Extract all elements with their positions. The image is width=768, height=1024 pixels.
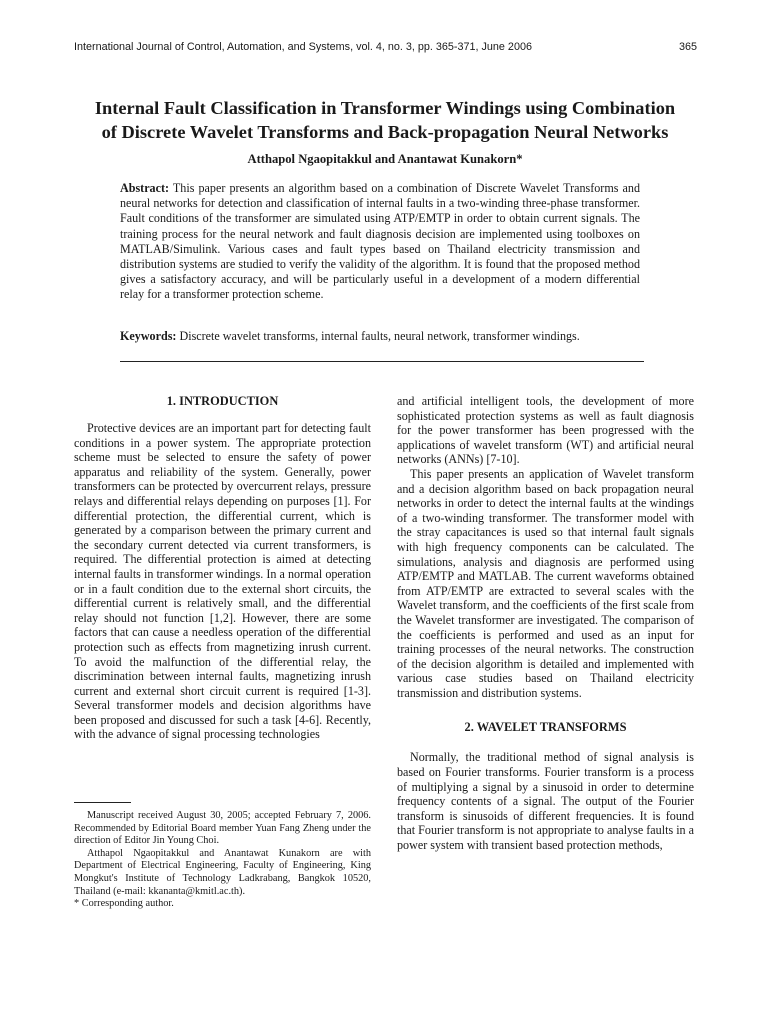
- intro-paragraph-1: Protective devices are an important part for detecting fault conditions in a power system. The appropriate protection scheme must be selected to ensure the safety of power apparatus and reliability of the system. Generally, power transformers can be protected by overcurrent relays, pressure relays and differential relays depending on purposes [1]. For differential protection, the differential current, which is generated by a comparison between the primary current and the secondary current detected via current transformers, is required. The differential protection is aimed at detecting internal faults in transformer windings. In a normal operation or in a fault condition due to the external short circuits, the differential current is relatively small, and the differential relay should not function [1,2]. However, there are some factors that can cause a needless operation of the differential protection such as effects from magnetizing inrush current. To avoid the malfunction of the differential relay, the discrimination between internal faults, magnetizing inrush current and external short circuit current is required [1-3]. Several transformer models and decision algorithms have been proposed and discussed for such a task [4-6]. Recently, with the advance of signal processing technologies: [74, 421, 371, 742]
- keywords: [120, 329, 660, 344]
- abstract: [120, 181, 640, 303]
- keywords-label: Keywords:: [120, 329, 177, 343]
- journal-citation: International Journal of Control, Automation, and Systems, vol. 4, no. 3, pp. 365-371, June 2006: [74, 41, 532, 53]
- page-number: 365: [678, 41, 697, 53]
- footnotes: [74, 810, 371, 911]
- left-column: [74, 394, 371, 742]
- section-heading-wavelet-transforms: 2. WAVELET TRANSFORMS: [464, 720, 627, 735]
- footnote-affiliation: Atthapol Ngaopitakkul and Anantawat Kunakorn are with Department of Electrical Engineering, Faculty of Engineering, King Mongkut's Institute of Technology Ladkrabang, Bangkok 10520, Thailand (e-mail: kkananta@kmitl.ac.th).: [74, 847, 371, 897]
- keywords-text: Discrete wavelet transforms, internal faults, neural network, transformer windings.: [179, 329, 580, 343]
- author-list: Atthapol Ngaopitakkul and Anantawat Kunakorn*: [247, 152, 523, 166]
- wavelet-paragraph-1: Normally, the traditional method of signal analysis is based on Fourier transforms. Fourier transform is a process of multiplying a signal by a sinusoid in order to determine frequency contents of a signal. The output of the Fourier transform is sinusoids of different frequencies. It is found that Fourier transform is not appropriate to analyse faults in a power system with transient based protection methods,: [397, 750, 694, 853]
- footnote-divider: [74, 802, 131, 803]
- footnote-corresponding-author: * Corresponding author.: [74, 898, 174, 910]
- paper-title: [60, 96, 710, 144]
- title-line-2: of Discrete Wavelet Transforms and Back-propagation Neural Networks: [101, 122, 669, 142]
- footnote-received: Manuscript received August 30, 2005; accepted February 7, 2006. Recommended by Editorial Board member Yuan Fang Zheng under the direction of Editor Jin Young Choi.: [74, 810, 371, 847]
- abstract-text: This paper presents an algorithm based on a combination of Discrete Wavelet Transforms and neural networks for detection and classification of internal faults in a two-winding three-phase transformer. Fault conditions of the transformer are simulated using ATP/EMTP in order to obtain current signals. The training process for the neural network and fault diagnosis decision are implemented using toolboxes on MATLAB/Simulink. Various cases and fault types based on Thailand electricity transmission and distribution systems are studied to verify the validity of the algorithm. It is found that the proposed method gives a satisfactory accuracy, and will be particularly useful in a development of a modern differential relay for a transformer protection scheme.: [120, 181, 640, 302]
- abstract-label: Abstract:: [120, 181, 170, 195]
- title-line-1: Internal Fault Classification in Transformer Windings using Combination: [94, 98, 676, 118]
- section-heading-introduction: 1. INTRODUCTION: [166, 394, 279, 408]
- right-column: [397, 394, 694, 853]
- running-header: [74, 41, 697, 57]
- intro-paragraph-2: This paper presents an application of Wavelet transform and a decision algorithm based on back propagation neural networks in order to detect the internal faults at the windings of a two-winding transformer. The transformer model with the stray capacitances is used so that internal fault signals with high frequency components can be calculated. The simulations, analysis and diagnosis are performed using ATP/EMTP and MATLAB. The current waveforms obtained from ATP/EMTP are extracted to several scales with the Wavelet transform, and the coefficients of the first scale from the Wavelet transformer are investigated. The comparison of the coefficients is performed and used as an input for training processes of the neural networks. The construction of the decision algorithm is detailed and implemented with various case studies based on Thailand electricity transmission and distribution systems.: [397, 466, 694, 700]
- abstract-divider: [120, 361, 644, 362]
- intro-paragraph-1-continued: and artificial intelligent tools, the development of more sophisticated protection systems as well as fault diagnosis for the power transformer has been progressed with the applications of wavelet transform (WT) and artificial neural networks (ANNs) [7-10].: [397, 394, 694, 467]
